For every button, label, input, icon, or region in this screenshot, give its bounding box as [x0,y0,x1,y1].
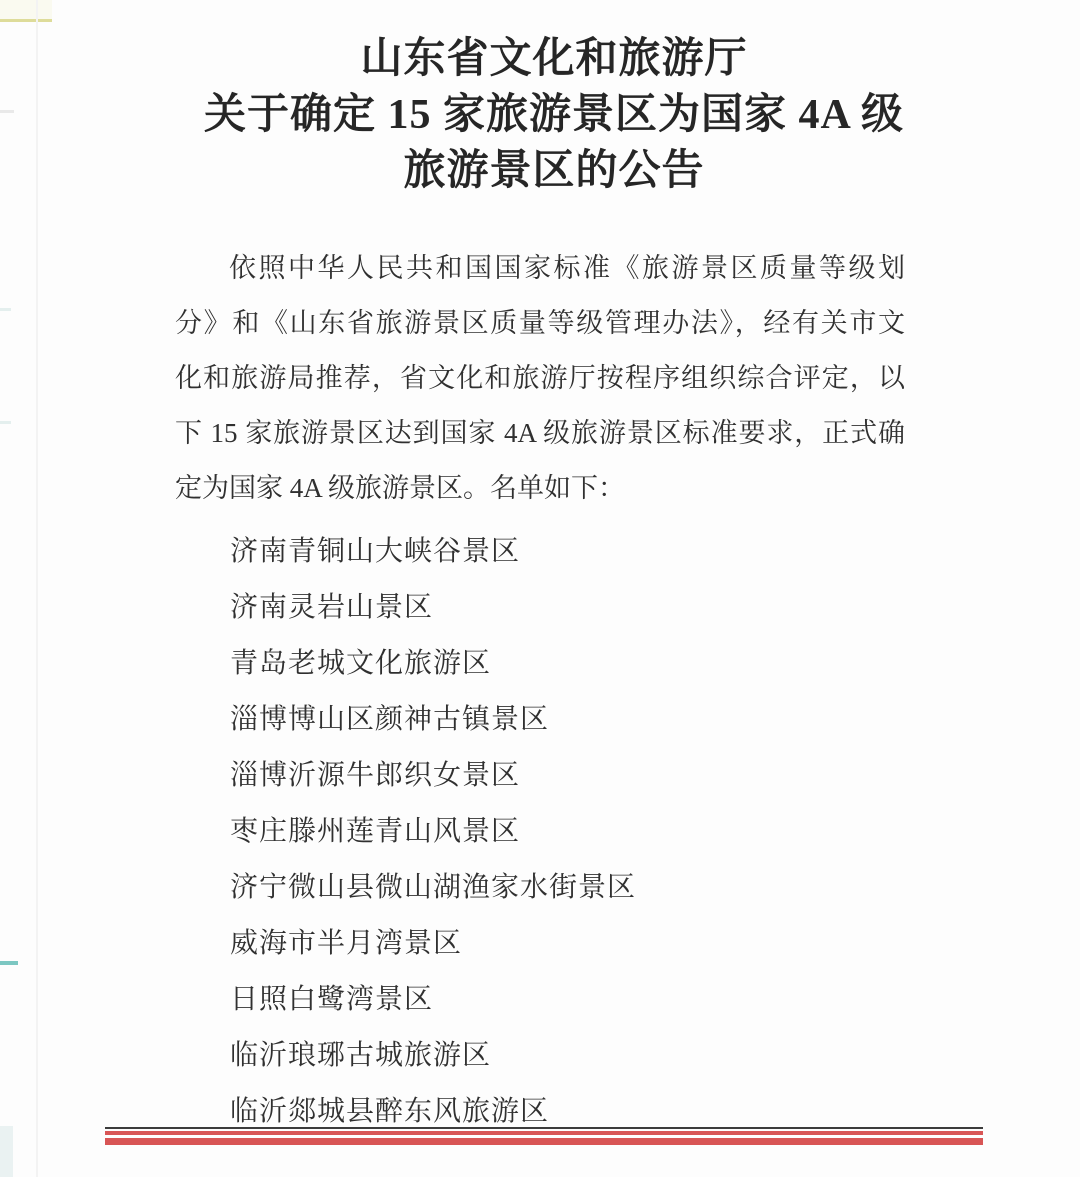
intro-paragraph [175,241,905,516]
scenic-area-item: 淄博博山区颜神古镇景区 [230,704,550,735]
scan-artifact-dash [0,421,11,424]
scan-artifact-corner [0,1126,13,1177]
scenic-area-item: 青岛老城文化旅游区 [230,648,492,679]
scenic-area-item: 日照白鹭湾景区 [230,984,434,1015]
document-title-line: 旅游景区的公告 [403,148,705,194]
document-title-line: 山东省文化和旅游厅 [360,36,748,82]
scenic-area-item: 临沂郯城县醉东风旅游区 [230,1096,550,1127]
scan-artifact-teal-dash [0,961,18,965]
paragraph-line: 下 15 家旅游景区达到国家 4A 级旅游景区标准要求，正式确 [175,418,905,448]
scenic-area-list [230,524,930,1140]
red-separator-line-thick [105,1138,983,1145]
paragraph-line: 分》和《山东省旅游景区质量等级管理办法》，经有关市文 [175,308,905,338]
scenic-area-item: 威海市半月湾景区 [230,928,463,959]
paragraph-line: 化和旅游局推荐，省文化和旅游厅按程序组织综合评定，以 [175,363,905,393]
scenic-area-item: 淄博沂源牛郎织女景区 [230,760,521,791]
scenic-area-item: 济南青铜山大峡谷景区 [230,536,521,567]
scenic-area-item: 临沂琅琊古城旅游区 [230,1040,492,1071]
scan-artifact-dash [0,110,14,113]
scenic-area-item: 枣庄滕州莲青山风景区 [230,816,521,847]
scenic-area-item: 济宁微山县微山湖渔家水街景区 [230,872,637,903]
document-title [14,31,1080,199]
document-title-line: 关于确定 15 家旅游景区为国家 4A 级 [203,92,904,138]
page-cut-line [105,1127,983,1129]
paragraph-line: 依照中华人民共和国国家标准《旅游景区质量等级划 [229,253,905,283]
paragraph-line: 定为国家 4A 级旅游景区。名单如下： [175,473,626,503]
scenic-area-item: 济南灵岩山景区 [230,592,434,623]
red-separator-line-thin [105,1131,983,1135]
scan-artifact-dash [0,308,11,311]
scan-artifact-topleft [0,0,52,22]
